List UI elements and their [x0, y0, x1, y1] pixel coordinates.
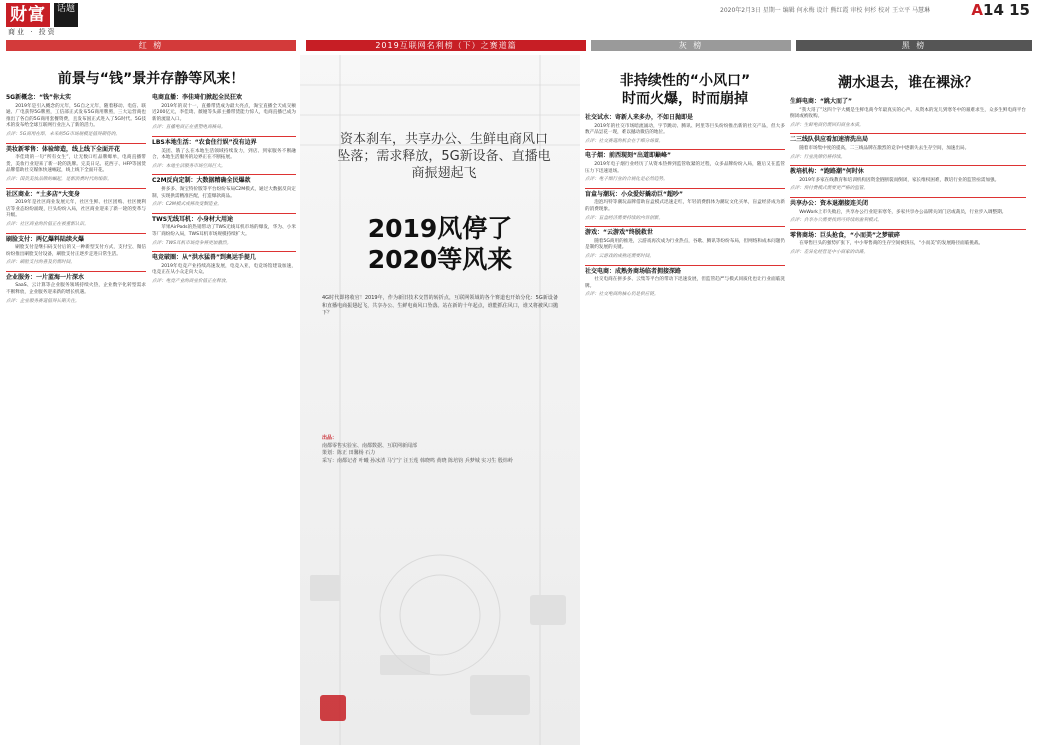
article-comment: 点评：社交赛道的机会在于细分场景。: [585, 138, 664, 144]
article-divider: [152, 213, 296, 214]
section-gray-label: 灰 榜: [591, 40, 791, 51]
article-divider: [152, 174, 296, 175]
black-section-headline: 潮水退去，谁在裸泳？: [838, 75, 978, 91]
article-divider: [790, 165, 1026, 166]
article-title: TWS无线耳机：小身材大用途: [152, 215, 234, 223]
page-number: [971, 1, 1030, 19]
article: [6, 95, 146, 144]
article-divider: [6, 143, 146, 144]
article-body: 李佳琦的一句“所有女生”，让无数口红品牌爆单，电商直播带货，美妆行业迎来了新一轮的洗牌。完美日记、花西子、HFP等国货品牌借助社交媒体快速崛起，线上线下全面开花。: [6, 155, 146, 174]
article: [152, 178, 296, 213]
article-comment: 点评：本地生活服务市场空间巨大。: [152, 163, 226, 169]
article: [152, 95, 296, 137]
article-comment: 点评：企业服务赛道值得长期关注。: [6, 298, 80, 304]
article: [585, 153, 785, 188]
feature-title: 2019风停了 2020等风来: [367, 214, 513, 274]
article-title: 零售商场：巨头抢食，“小而美”之梦破碎: [790, 231, 900, 239]
article: [790, 137, 1026, 166]
article-comment: 点评：社区商业的价值正在被重新认识。: [6, 221, 89, 227]
article-body: 2019年电子烟行业经历了从资本热捧到监管收紧的过程，众多品牌纷纷入局，随后又在监管压力下迅速退场。: [585, 161, 785, 174]
article-body: SaaS、云计算等企业服务领域持续火热，企业数字化转型需求不断释放，企业服务迎来新的增长机遇。: [6, 283, 146, 296]
article-title: 电商直播：李佳琦们掀起全民狂欢: [152, 94, 243, 101]
article: [585, 269, 785, 299]
article-comment: 点评：国货美妆品牌的崛起，是新消费时代的缩影。: [6, 176, 112, 182]
article-title: 刷脸支付：两亿爆料陆续火爆: [6, 235, 85, 243]
logo: [6, 3, 94, 36]
article-divider: [585, 265, 785, 266]
article-body: 2019年的社交市场暗流涌动，字节跳动、腾讯、阿里等巨头纷纷推出新的社交产品，但大多数产品昙花一现，难以撼动微信的地位。: [585, 123, 785, 136]
article-body: WeWork上市失败后，共享办公行业迎来寒冬，多家共享办公品牌关闭门店或裁员，行业步入调整期。: [799, 209, 1007, 215]
article-comment: 点评：社交电商的核心仍是供应链。: [585, 292, 659, 298]
page-numbers: 14 15: [983, 1, 1030, 19]
red-section-headline: 前景与“钱”景并存静等风来！: [57, 71, 245, 87]
article: [585, 115, 785, 150]
article: [6, 147, 146, 189]
page-prefix: A: [971, 1, 984, 19]
article-body: 2019年的双十一，直播带货成为最大亮点，淘宝直播全天成交额近200亿元，李佳琦、薇娅等头部主播带货能力惊人，电商直播已成为新的流量入口。: [152, 103, 296, 122]
article-divider: [152, 251, 296, 252]
article-title: 美妆新零售：体验缔造，线上线下全面开花: [6, 145, 121, 153]
article-comment: 点评：TWS耳机市场竞争将更加激烈。: [152, 240, 232, 246]
article: [152, 255, 296, 285]
article-body: 随着市场集中度的提高，二三线品牌在激烈的竞争中逐渐失去生存空间，加速出局。: [799, 145, 970, 151]
article-comment: 点评：云游戏的成熟还需要时间。: [585, 253, 654, 259]
article-comment: 点评：生鲜电商仍需回归商业本质。: [790, 122, 864, 128]
gray-column: [585, 112, 785, 737]
article-comment: 点评：C2M模式或将改变制造业。: [152, 202, 222, 208]
article-title: 5G新概念：“钱”你太实: [6, 94, 71, 101]
feature-intro: 4G时代即将收官！2019年，作为新旧技术交替的转折点，互联网领域的各个赛道也开始分化：5G新设备和直播电商振翅起飞，共享办公、生鲜电商风口坠落。站在新的十年起点，谁能抓住风口，谁又将被风口抛下？: [322, 295, 558, 316]
article-title: 电竞破圈：从“洪水猛兽”到奥运手提几: [152, 254, 256, 262]
red-column-a: [6, 92, 146, 737]
article-comment: 点评：行业洗牌仍将持续。: [790, 154, 846, 160]
logo-tag: 话题: [54, 3, 78, 27]
credits-text: 南都零售实验室、南都数据、互联网新闻部 策划：陈正 田馨杨 石力 采写：南都记者 叶曦 孙冰清 马宁宁 汪玉莲 韩晓鸣 黄晓 陈培钧 兵梦城 实习生 殷炜岭: [322, 442, 513, 464]
article-body: 泡泡玛特等潮玩品牌借助盲盒模式迅速走红，年轻消费群体为潮玩文化买单，盲盒经济成为新的消费现象。: [585, 200, 785, 212]
article: [790, 169, 1026, 198]
gray-section-headline: 非持续性的“小风口” 时而火爆，时而崩掉: [619, 73, 751, 107]
article-title: 盲盒与潮玩：小众爱好撬动巨“超吵”: [585, 190, 683, 198]
black-column: [790, 96, 1026, 737]
section-center-label: 2019互联网名利榜（下）之赛道篇: [306, 40, 586, 51]
article-divider: [152, 136, 296, 137]
article: [6, 275, 146, 305]
article-body: 在零售巨头的强势扩张下，中小零售商的生存空间被挤压，“小而美”的发展路径面临挑战。: [799, 241, 984, 247]
article: [585, 192, 785, 227]
article-title: 游戏：“云游戏”终脱救世: [585, 229, 653, 237]
article-title: 二三线队供应看加速清洗出局: [790, 136, 869, 144]
article-divider: [790, 133, 1026, 134]
article: [152, 217, 296, 252]
article-comment: 点评：共享办公需要找到可持续的盈利模式。: [790, 218, 882, 224]
article-title: 教培机构：“跑路潮”何时休: [790, 168, 864, 176]
article-body: 刷脸支付是继扫码支付后的又一种新型支付方式，支付宝、微信纷纷推出刷脸支付设备，刷脸支付正逐步走进日常生活。: [6, 245, 146, 257]
article-divider: [790, 229, 1026, 230]
logo-subtitle: 商业 · 投资: [8, 28, 57, 36]
article-body: 美团、饿了么在本地生活领域持续发力，到店、到家服务不断融合，本地生活服务的边界正在不断拓展。: [152, 148, 296, 161]
article-body: 拼多多、淘宝特价版等平台纷纷布局C2M模式，通过大数据反向定制，实现供需精准匹配，打造爆款商品。: [152, 186, 296, 199]
feature-graphic: [300, 55, 580, 745]
section-black-label: 黑 榜: [796, 40, 1032, 51]
masthead: [0, 0, 1038, 38]
article-divider: [6, 233, 146, 234]
article-comment: 点评：直播电商正在重塑电商格局。: [152, 125, 226, 131]
article-title: 共享办公：资本退潮接连关闭: [790, 199, 869, 207]
feature-credits: [322, 435, 558, 465]
article: [6, 237, 146, 272]
article: [585, 230, 785, 265]
article-title: 社交试水：寄新人来多办，不如日抛即是: [585, 114, 694, 121]
article-divider: [6, 271, 146, 272]
article-comment: 点评：电竞产业的商业价值正在释放。: [152, 278, 231, 284]
section-bar: [6, 38, 1032, 53]
article-divider: [585, 188, 785, 189]
article: [152, 140, 296, 175]
article-divider: [585, 226, 785, 227]
article-title: 生鲜电商：“跳大而了”: [790, 98, 852, 105]
article-title: C2M反向定制：大数据精确全民爆款: [152, 177, 251, 185]
article-comment: 点评：盲盒经济需要持续的内容创新。: [585, 215, 664, 221]
article-body: 社交电商在拼多多、云集等平台的带动下迅速发展，但监管趋严与模式同质化也让行业面临洗牌。: [585, 277, 785, 289]
article-title: 社区商业：“土多店”大变身: [6, 190, 80, 198]
issue-info: 2020年2月3日 星期一 编辑 何永梅 设计 熊红霞 审校 何杉 校对 王立平 马慧琳: [720, 7, 930, 14]
article: [790, 201, 1026, 230]
article-divider: [6, 188, 146, 189]
article-title: LBS本地生活：“农食住行娱”没有边界: [152, 138, 257, 146]
article-body: “我大哥了”这四个字大概是生鲜电商今年最真实的心声。从资本的宠儿到寒冬中的艰难求生，众多生鲜电商平台倒闭或被收购。: [790, 107, 1026, 120]
article-title: 电子烟：前西现刻“出道即巅峰”: [585, 152, 671, 160]
section-red-label: 红 榜: [6, 40, 296, 51]
article-comment: 点评：差异化经营是中小商家的出路。: [790, 249, 869, 255]
article-title: 社交电商：成熟务商场临者拥接深路: [585, 267, 682, 275]
article-body: 2019年多家在线教育和培训机构因资金链断裂而倒闭，家长维权困难，教培行业的监管亟需加强。: [799, 177, 1000, 183]
article-body: 2019年是社区商业发展元年，社区生鲜、社区团购、社区便利店等业态纷纷涌现，巨头纷纷入局，社区商业迎来了新一轮的变革与升级。: [6, 200, 146, 219]
article-comment: 点评：刷脸支付的普及仍需时间。: [6, 260, 75, 266]
article-comment: 点评：5G商用在即，未来的5G市场规模是值得期待的。: [6, 131, 121, 137]
article: [790, 233, 1026, 257]
red-column-b: [152, 92, 296, 737]
article: [6, 192, 146, 234]
article-body: 苹果AirPods的热销带动了TWS无线耳机市场的爆发，华为、小米等厂商纷纷入局，TWS耳机市场规模持续扩大。: [152, 225, 296, 237]
article: [790, 99, 1026, 134]
article-body: 2019年电竞产业持续高速发展，电竞入亚，电竞场馆建设加速，电竞正在从小众走向大众。: [152, 263, 296, 276]
article-title: 企业服务：一片蓝海一片深水: [6, 273, 85, 281]
credits-label: 出品：: [322, 435, 338, 441]
article-body: 2019年是引入概念的元年，5G自之元年，随着移动、电信、联通、广电获得5G牌照，工信部正式发布5G商用牌照，三大运营商也推出了各自的5G商用套餐资费，且发布国正式进入了5G时代。5G技术的发布给全球互联网行业注入了新的活力。: [6, 103, 146, 129]
article-comment: 点评：预付费模式需要更严格的监管。: [790, 186, 869, 192]
article-body: 随着5G商用的推进，云游戏再次成为行业热点，谷歌、腾讯等纷纷布局，但网络和成本问题仍是制约发展的关键。: [585, 238, 785, 251]
logo-main: 财富: [6, 3, 50, 27]
article-divider: [585, 149, 785, 150]
feature-subtitle: 资本刹车，共享办公、生鲜电商风口坠落；需求释放，5G新设备、直播电商振翅起飞: [337, 132, 551, 181]
article-comment: 点评：电子烟行业的合规化是必然趋势。: [585, 177, 668, 183]
article-divider: [790, 197, 1026, 198]
